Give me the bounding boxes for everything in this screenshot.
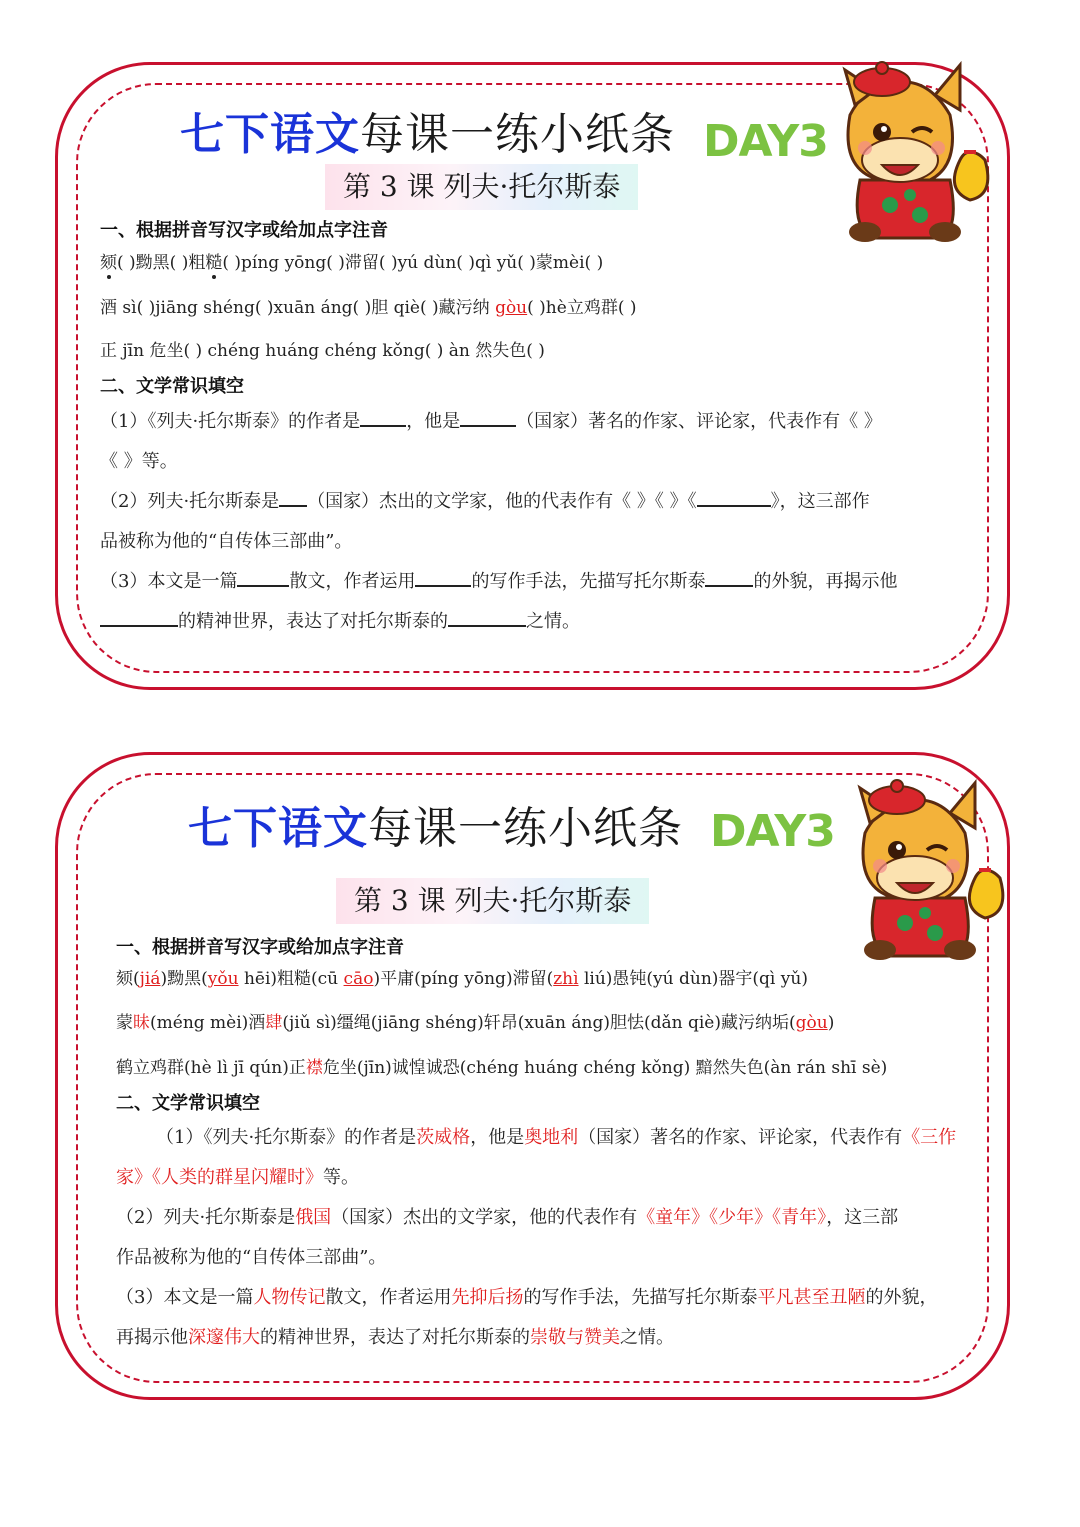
row-text: ) [827, 1013, 835, 1033]
q-text: （国家）杰出的文学家，他的代表作有《 》《 》《 [307, 491, 697, 512]
q-text: 》，这三部作 [770, 491, 870, 512]
q-text: 等。 [323, 1167, 359, 1188]
worksheet-section1-heading: 一、根据拼音写汉字或给加点字注音 [100, 220, 388, 241]
q-text: 再揭示他 [116, 1327, 188, 1348]
answer-text: zhì [553, 969, 579, 989]
row-text: 颏( [116, 969, 140, 989]
q-text: （国家）著名的作家、评论家，代表作有 [578, 1127, 903, 1148]
answer-question1 [116, 1118, 966, 1198]
q-text: ，这三部 [826, 1207, 899, 1228]
answer-row1 [116, 964, 808, 989]
answer-text: 肆 [265, 1013, 283, 1033]
row-text: )黝黑( [160, 969, 208, 989]
q-text: （2）列夫·托尔斯泰是 [116, 1207, 296, 1228]
title-black-part: 每课一练小纸条 [360, 109, 675, 160]
q-text: 之情。 [620, 1327, 674, 1348]
q-text: （3）本文是一篇 [116, 1287, 254, 1308]
answer-blank[interactable] [237, 569, 289, 587]
row-text: (méng mèi)酒 [150, 1013, 266, 1033]
q-text: 品被称为他的“自传体三部曲”。 [100, 531, 353, 552]
answer-text: gòu [795, 1013, 828, 1033]
q-text: （1）《列夫·托尔斯泰》的作者是 [156, 1127, 417, 1148]
dotted-char: 颏 [100, 248, 117, 273]
day-label: DAY3 [710, 806, 835, 857]
cartoon-horse-mascot-icon [820, 60, 995, 245]
q-text: （2）列夫·托尔斯泰是 [100, 491, 280, 512]
answer-text: 茨威格 [416, 1127, 471, 1148]
answer-blank[interactable] [697, 489, 771, 507]
answer-question2 [116, 1198, 966, 1278]
title-black-part: 每课一练小纸条 [368, 803, 683, 854]
q-text: ，他是 [470, 1127, 525, 1148]
q-text: 的精神世界，表达了对托尔斯泰的 [178, 611, 448, 632]
row-text: 蒙 [116, 1013, 133, 1033]
q-text: （国家）杰出的文学家，他的代表作有 [331, 1207, 638, 1228]
answer-text: 深邃伟大 [188, 1327, 260, 1348]
answer-row2 [116, 1008, 834, 1033]
cartoon-horse-mascot-icon [835, 778, 1010, 963]
worksheet-question1 [100, 402, 970, 482]
answer-text: 先抑后扬 [451, 1287, 524, 1308]
answer-section2-heading: 二、文学常识填空 [116, 1093, 260, 1114]
worksheet-question3 [100, 562, 980, 642]
answer-row3 [116, 1053, 887, 1078]
row-text: (jiǔ sì)缰绳(jiāng shéng)轩昂(xuān áng)胆怯(dǎn qiè)藏污纳垢( [282, 1013, 796, 1033]
worksheet-row2 [100, 293, 637, 318]
dotted-char: 糙 [205, 248, 222, 273]
answer-text: 平凡甚至丑陋 [757, 1287, 866, 1308]
q-text: 的写作手法，先描写托尔斯泰 [523, 1287, 758, 1308]
row-text: 鹤立鸡群(hè lì jī qún)正 [116, 1058, 306, 1078]
lesson-title: 第 3 课 列夫·托尔斯泰 [336, 878, 649, 924]
answer-blank[interactable] [705, 569, 753, 587]
row-text: ( )píng yōng( )滞留( )yú dùn( )qì yǔ( )蒙mèi( ) [222, 253, 604, 273]
row-text: hēi)粗糙(cū [238, 969, 344, 989]
worksheet-row1 [100, 248, 603, 273]
q-text: 散文，作者运用 [325, 1287, 452, 1308]
title-blue-part: 七下语文 [188, 803, 368, 854]
answer-text: jiá [139, 969, 161, 989]
row-text: liú)愚钝(yú dùn)器宇(qì yǔ) [578, 969, 808, 989]
worksheet-title [180, 98, 675, 162]
answer-section1-heading: 一、根据拼音写汉字或给加点字注音 [116, 937, 404, 958]
q-text: 作品被称为他的“自传体三部曲”。 [116, 1247, 387, 1268]
answer-text: 崇敬与赞美 [530, 1327, 620, 1348]
q-text: 的写作手法，先描写托尔斯泰 [471, 571, 706, 592]
q-text: （3）本文是一篇 [100, 571, 238, 592]
worksheet-question2 [100, 482, 980, 562]
answer-text: yǒu [207, 969, 239, 989]
answer-blank[interactable] [415, 569, 471, 587]
q-text: 之情。 [526, 611, 580, 632]
title-blue-part: 七下语文 [180, 109, 360, 160]
highlight-pinyin: gòu [495, 298, 528, 318]
row-text: ( )hè立鸡群( ) [527, 298, 637, 318]
answer-text: 人物传记 [253, 1287, 326, 1308]
answer-title [188, 792, 683, 856]
answer-question3 [116, 1278, 966, 1358]
q-text: 散文，作者运用 [289, 571, 416, 592]
q-text: （国家）著名的作家、评论家，代表作有《 》 [516, 411, 882, 432]
answer-blank[interactable] [100, 609, 178, 627]
row-text: ( )黝黑( )粗 [117, 253, 206, 273]
answer-text: 昧 [133, 1013, 150, 1033]
answer-blank[interactable] [448, 609, 526, 627]
answer-text: 《三作家》《人类的群星闪耀时》 [116, 1127, 957, 1188]
row-text: 酒 sì( )jiāng shéng( )xuān áng( )胆 qiè( )藏污纳 [100, 298, 496, 318]
answer-text: 《童年》《少年》《青年》 [637, 1207, 827, 1228]
answer-text: 襟 [305, 1058, 323, 1078]
worksheet-section2-heading: 二、文学常识填空 [100, 376, 244, 397]
row-text: )平庸(píng yōng)滞留( [373, 969, 554, 989]
row-text: 危坐(jīn)诚惶诚恐(chéng huáng chéng kǒng) 黯然失色(àn rán shī sè) [322, 1058, 888, 1078]
answer-text: 俄国 [295, 1207, 332, 1228]
answer-blank[interactable] [360, 409, 406, 427]
q-text: 的精神世界，表达了对托尔斯泰的 [260, 1327, 530, 1348]
q-text: （1）《列夫·托尔斯泰》的作者是 [100, 411, 361, 432]
q-text: 《 》等。 [100, 451, 178, 472]
answer-blank[interactable] [279, 489, 307, 507]
answer-blank[interactable] [460, 409, 516, 427]
day-label: DAY3 [703, 116, 828, 167]
lesson-title: 第 3 课 列夫·托尔斯泰 [325, 164, 638, 210]
answer-text: 奥地利 [524, 1127, 579, 1148]
q-text: 的外貌，再揭示他 [753, 571, 898, 592]
q-text: ，他是 [406, 411, 461, 432]
worksheet-row3: 正 jīn 危坐( ) chéng huáng chéng kǒng( ) àn 然失色( ) [100, 341, 545, 361]
q-text: 的外貌， [865, 1287, 938, 1308]
answer-text: cāo [343, 969, 374, 989]
